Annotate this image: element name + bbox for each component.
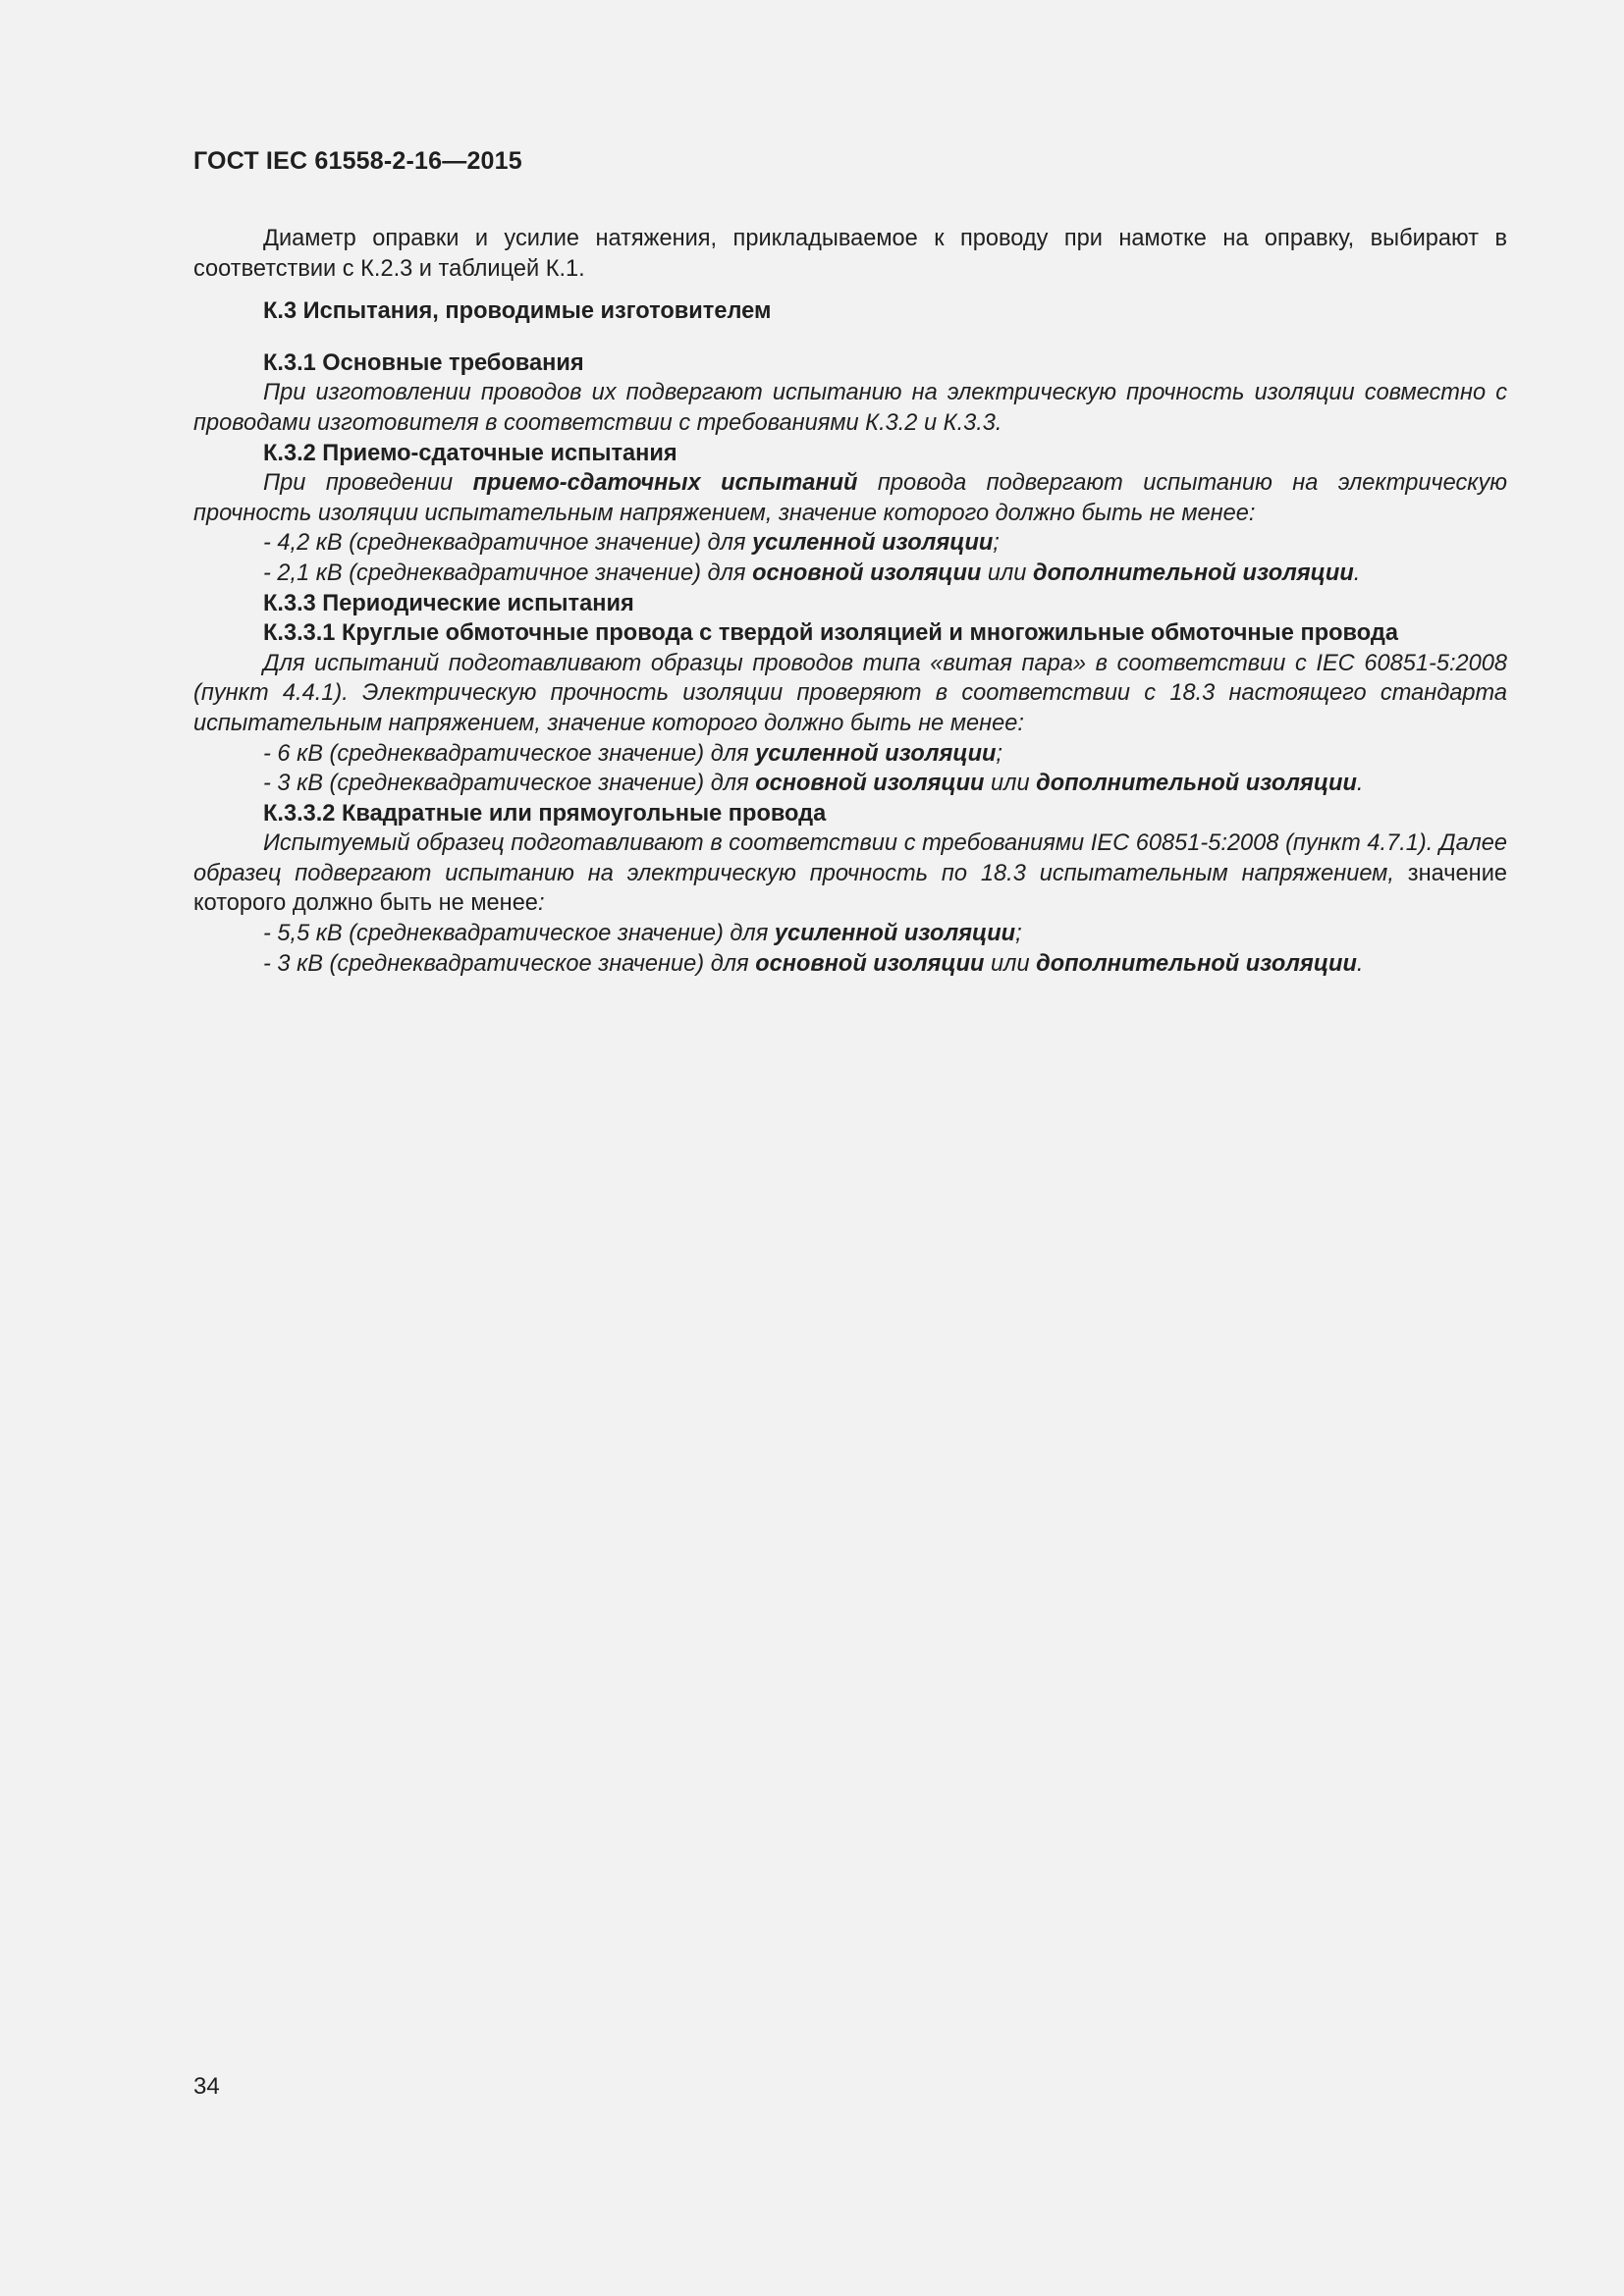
paragraph-k31: При изготовлении проводов их подвергают испытанию на электрическую прочность изоляции совместно с проводами изготовителя в соответствии с требованиями К.3.2 и К.3.3. xyxy=(193,380,1507,436)
list-item-k332-1: - 5,5 кВ (среднеквадратическое значение) для усиленной изоляции; xyxy=(263,921,1022,947)
section-heading-k331: К.3.3.1 Круглые обмоточные провода с твердой изоляцией и многожильные обмоточные провода xyxy=(263,620,1398,647)
paragraph-k32: При проведении приемо-сдаточных испытаний провода подвергают испытанию на электрическую прочность изоляции испытательным напряжением, значение которого должно быть не менее: xyxy=(193,470,1507,526)
page-number: 34 xyxy=(193,2073,220,2100)
intro-paragraph: Диаметр оправки и усилие натяжения, прикладываемое к проводу при намотке на оправку, выбирают в соответствии с К.2.3 и таблицей К.1. xyxy=(193,226,1507,282)
section-heading-k3: К.3 Испытания, проводимые изготовителем xyxy=(263,298,772,325)
section-heading-k332: К.3.3.2 Квадратные или прямоугольные провода xyxy=(263,800,827,827)
section-heading-k33: К.3.3 Периодические испытания xyxy=(263,590,634,616)
list-item-k331-2: - 3 кВ (среднеквадратическое значение) для основной изоляции или дополнительной изоляции. xyxy=(263,771,1364,797)
paragraph-k332: Испытуемый образец подготавливают в соответствии с требованиями IEC 60851-5:2008 (пункт 4.7.1). Далее образец подвергают испытанию на электрическую прочность по 18.3 испытательным напряжением, значение которого должно быть не менее: xyxy=(193,830,1507,917)
list-item-k32-2: - 2,1 кВ (среднеквадратичное значение) для основной изоляции или дополнительной изоляции. xyxy=(263,560,1361,586)
section-heading-k32: К.3.2 Приемо-сдаточные испытания xyxy=(263,440,677,466)
document-header: ГОСТ IEC 61558-2-16—2015 xyxy=(193,147,522,175)
list-item-k32-1: - 4,2 кВ (среднеквадратичное значение) для усиленной изоляции; xyxy=(263,530,1000,557)
section-heading-k31: К.3.1 Основные требования xyxy=(263,349,584,376)
list-item-k332-2: - 3 кВ (среднеквадратическое значение) для основной изоляции или дополнительной изоляции. xyxy=(263,950,1364,977)
paragraph-k331: Для испытаний подготавливают образцы проводов типа «витая пара» в соответствии с IEC 60851-5:2008 (пункт 4.4.1). Электрическую прочность изоляции проверяют в соответствии с 18.3 настоящего стандарта испытательным напряжением, значение которого должно быть не менее: xyxy=(193,650,1507,736)
list-item-k331-1: - 6 кВ (среднеквадратическое значение) для усиленной изоляции; xyxy=(263,740,1002,767)
document-body xyxy=(193,224,1507,979)
